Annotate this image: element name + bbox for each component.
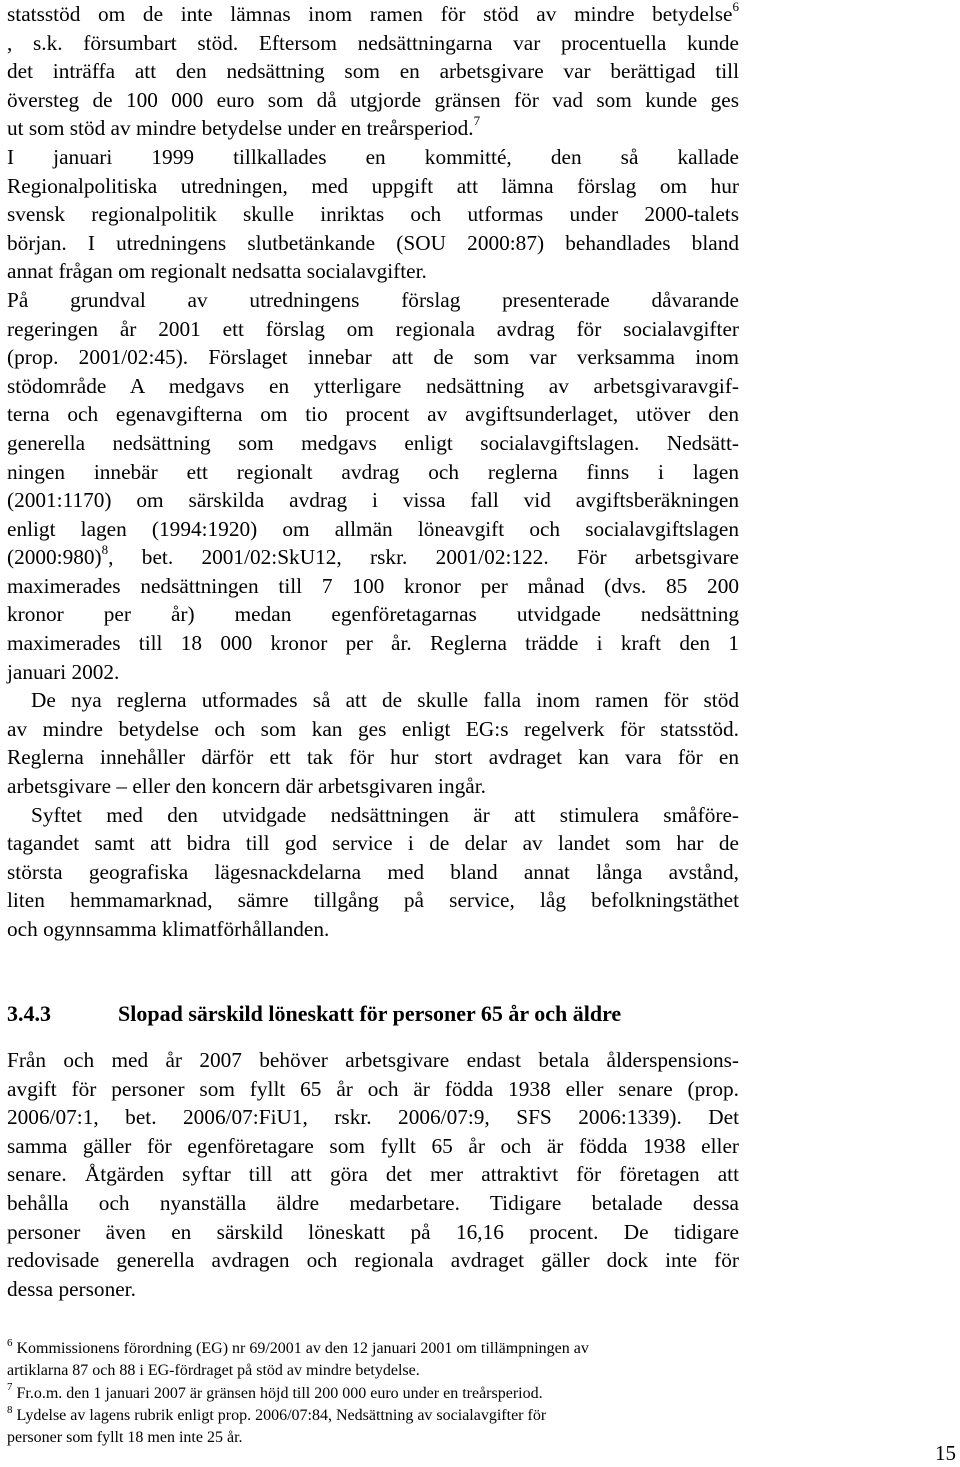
text-line: svensk regionalpolitik skulle inriktas och utformas under 2000-talets xyxy=(7,202,739,227)
text-line: redovisade generella avdragen och regionala avdraget gäller dock inte för xyxy=(7,1248,739,1273)
footnote-7 xyxy=(7,1383,747,1405)
text-line: Reglerna innehåller därför ett tak för hur stort avdraget kan vara för en xyxy=(7,745,739,770)
text-line: , bet. 2001/02:SkU12, rskr. 2001/02:122. För arbetsgivare xyxy=(108,545,739,570)
footnotes xyxy=(7,1338,747,1449)
text-line: kronor per år) medan egenföretagarnas utvidgade nedsättning xyxy=(7,602,739,627)
paragraph-grundval xyxy=(7,286,739,686)
text-line: översteg de 100 000 euro som då utgjorde gränsen för vad som kunde ges xyxy=(7,87,739,112)
text-line: annat frågan om regionalt nedsatta socialavgifter. xyxy=(7,259,427,284)
paragraph-2007 xyxy=(7,1046,739,1303)
text-line: I januari 1999 tillkallades en kommitté, den så kallade xyxy=(7,144,739,169)
text-line: maximerades till 18 000 kronor per år. Reglerna trädde i kraft den 1 xyxy=(7,631,739,656)
text-line: och ogynnsamma klimatförhållanden. xyxy=(7,917,330,941)
section-body xyxy=(7,1046,739,1303)
paragraph-januari-1999 xyxy=(7,143,739,286)
text-line: statsstöd om de inte lämnas inom ramen för stöd av mindre betydelse xyxy=(7,2,733,26)
section-title: Slopad särskild löneskatt för personer 65 år och äldre xyxy=(118,1001,622,1026)
footnote-8 xyxy=(7,1405,747,1427)
footnote-text: Fr.o.m. den 1 januari 2007 är gränsen höjd till 200 000 euro under en treårsperiod. xyxy=(16,1384,543,1402)
text-line: tagandet samt att bidra till god service i de delar av landet som har de xyxy=(7,831,739,856)
footnote-6 xyxy=(7,1338,747,1360)
footnote-ref-7: 7 xyxy=(473,113,481,129)
section-number: 3.4.3 xyxy=(7,1001,51,1026)
text-line: personer även en särskild löneskatt på 16,16 procent. De tidigare xyxy=(7,1219,739,1244)
text-line: ut som stöd av mindre betydelse under en treårsperiod. xyxy=(7,116,474,141)
footnote-text: Lydelse av lagens rubrik enligt prop. 2006/07:84, Nedsättning av socialavgifter för xyxy=(16,1406,547,1424)
footnote-text: personer som fyllt 18 men inte 25 år. xyxy=(7,1429,243,1447)
text-line: början. I utredningens slutbetänkande (SOU 2000:87) behandlades bland xyxy=(7,230,739,255)
text-line: , s.k. försumbart stöd. Eftersom nedsättningarna var procentuella kunde xyxy=(7,30,739,55)
text-line: Regionalpolitiska utredningen, med uppgift att lämna förslag om hur xyxy=(7,173,739,198)
text-line: På grundval av utredningens förslag presenterade dåvarande xyxy=(7,287,739,312)
footnote-number: 6 xyxy=(7,1336,13,1349)
text-line: stödområde A medgavs en ytterligare nedsättning av arbetsgivaravgif- xyxy=(7,373,739,398)
text-line: arbetsgivare – eller den koncern där arbetsgivaren ingår. xyxy=(7,774,486,799)
text-line: regeringen år 2001 ett förslag om regionala avdrag för socialavgifter xyxy=(7,316,739,341)
section-heading xyxy=(7,1001,621,1027)
footnote-number: 8 xyxy=(7,1403,13,1416)
footnote-ref-8: 8 xyxy=(101,542,109,558)
text-line: generella nedsättning som medgavs enligt socialavgiftslagen. Nedsätt- xyxy=(7,430,739,455)
text-line: ningen innebär ett regionalt avdrag och reglerna finns i lagen xyxy=(7,459,739,484)
text-line: Syftet med den utvidgade nedsättningen är att stimulera småföre- xyxy=(31,802,739,827)
text-line: det inträffa att den nedsättning som en arbetsgivare var berättigad till xyxy=(7,59,739,84)
text-line: De nya reglerna utformades så att de skulle falla inom ramen för stöd xyxy=(31,688,739,713)
text-line: av mindre betydelse och som kan ges enligt EG:s regelverk för statsstöd. xyxy=(7,716,739,741)
text-line: avgift för personer som fyllt 65 år och är födda 1938 eller senare (prop. xyxy=(7,1076,739,1101)
document-page xyxy=(7,0,739,944)
text-line: liten hemmamarknad, sämre tillgång på service, låg befolkningstäthet xyxy=(7,888,739,913)
text-line: 2006/07:1, bet. 2006/07:FiU1, rskr. 2006/07:9, SFS 2006:1339). Det xyxy=(7,1105,739,1130)
footnote-ref-6: 6 xyxy=(732,0,739,14)
text-line: samma gäller för egenföretagare som fyllt 65 år och är födda 1938 eller xyxy=(7,1133,739,1158)
footnote-text: artiklarna 87 och 88 i EG-fördraget på stöd av mindre betydelse. xyxy=(7,1362,420,1380)
text-line: dessa personer. xyxy=(7,1276,136,1301)
paragraph-nya-regler xyxy=(7,686,739,800)
text-line: (prop. 2001/02:45). Förslaget innebar att de som var verksamma inom xyxy=(7,345,739,370)
text-line: Från och med år 2007 behöver arbetsgivare endast betala ålderspensions- xyxy=(7,1048,739,1072)
text-line: senare. Åtgärden syftar till att göra det mer attraktivt för företagen att xyxy=(7,1162,739,1187)
footnote-text: Kommissionens förordning (EG) nr 69/2001 av den 12 januari 2001 om tillämpningen av xyxy=(16,1340,589,1357)
paragraph-syftet xyxy=(7,801,739,944)
text-line: (2001:1170) om särskilda avdrag i vissa fall vid avgiftsberäkningen xyxy=(7,488,739,513)
text-line: enligt lagen (1994:1920) om allmän löneavgift och socialavgiftslagen xyxy=(7,516,739,541)
paragraph-intro xyxy=(7,0,739,143)
text-line: januari 2002. xyxy=(7,659,120,684)
text-line: behålla och nyanställa äldre medarbetare. Tidigare betalade dessa xyxy=(7,1190,739,1215)
footnote-number: 7 xyxy=(7,1381,13,1394)
text-line: (2000:980) xyxy=(7,545,102,570)
page-number: 15 xyxy=(935,1441,956,1465)
text-line: maximerades nedsättningen till 7 100 kronor per månad (dvs. 85 200 xyxy=(7,573,739,598)
text-line: terna och egenavgifterna om tio procent av avgiftsunderlaget, utöver den xyxy=(7,402,739,427)
text-line: största geografiska lägesnackdelarna med bland annat långa avstånd, xyxy=(7,859,739,884)
